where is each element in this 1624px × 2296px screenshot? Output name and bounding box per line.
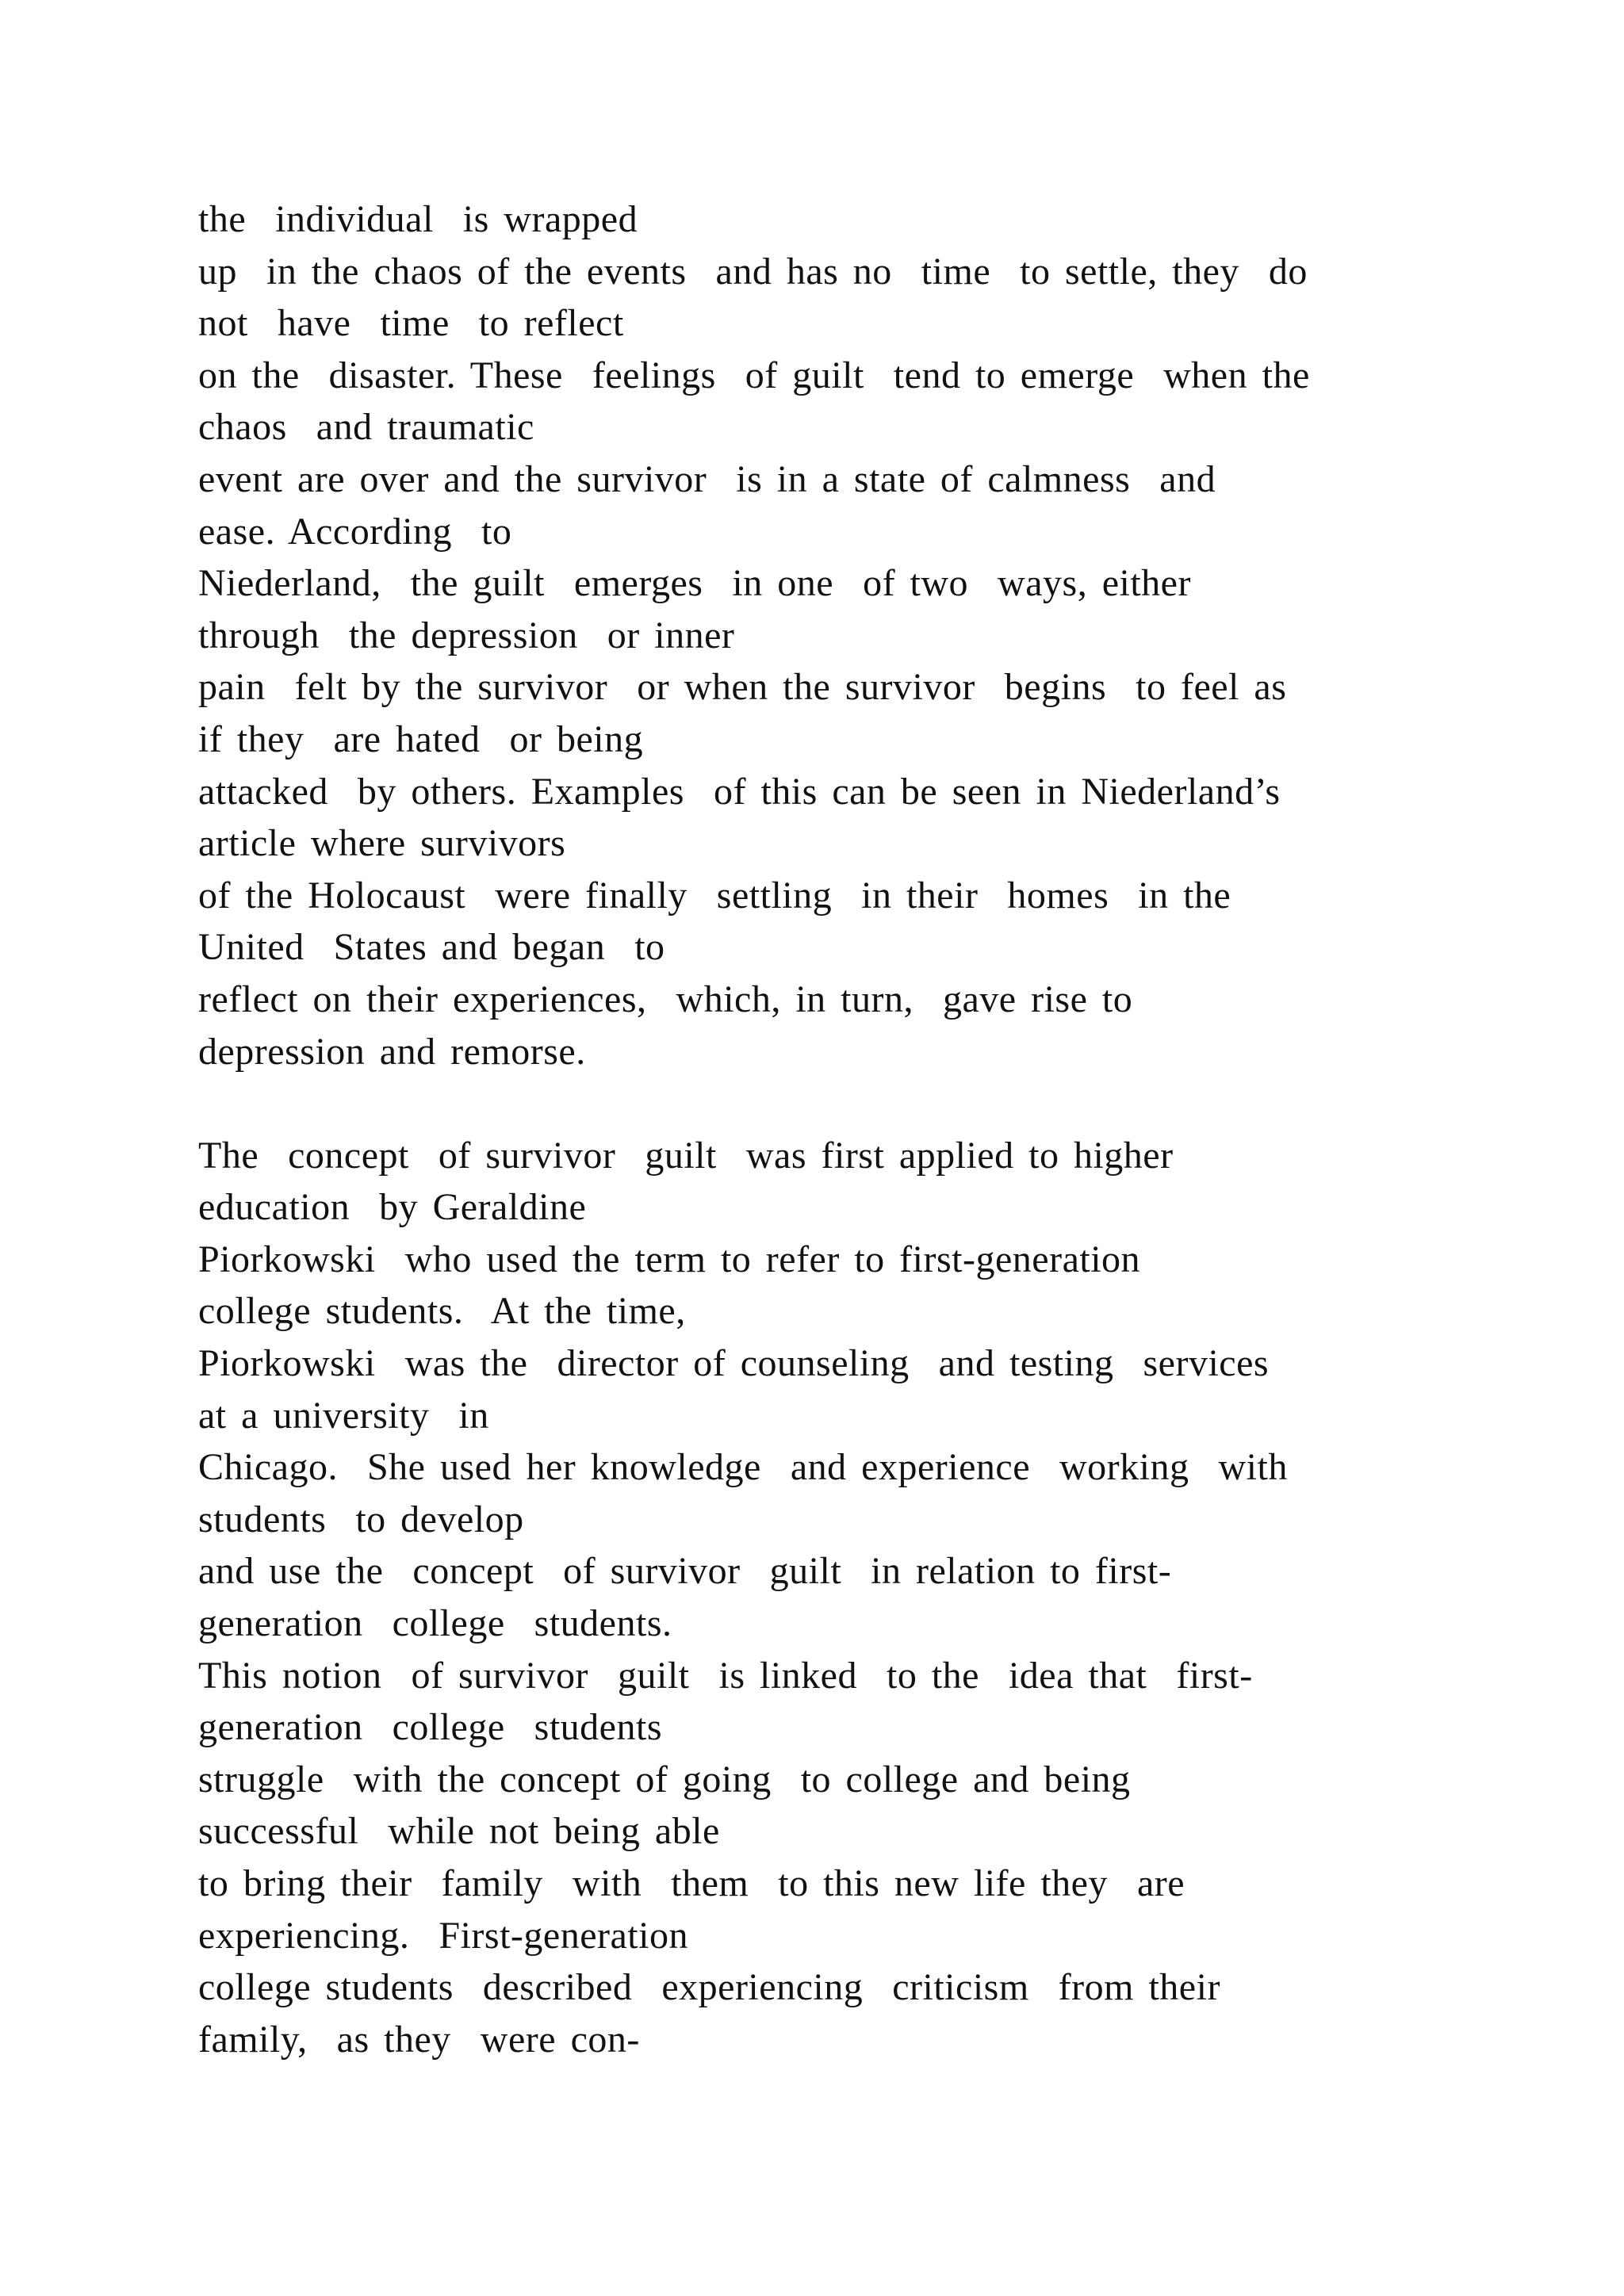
text-line: successful while not being able <box>198 1810 720 1853</box>
text-line: and use the concept of survivor guilt in relation to first- <box>198 1550 1172 1593</box>
text-line: event are over and the survivor is in a state of calmness and <box>198 457 1216 500</box>
text-line: struggle with the concept of going to college and being <box>198 1758 1131 1800</box>
text-line: family, as they were con- <box>198 2018 640 2061</box>
text-line: reflect on their experiences, which, in turn, gave rise to <box>198 978 1133 1020</box>
text-line: college students described experiencing criticism from their <box>198 1966 1220 2009</box>
text-line: This notion of survivor guilt is linked to the idea that first- <box>198 1654 1253 1697</box>
text-line: the individual is wrapped <box>198 198 638 240</box>
text-line: Piorkowski who used the term to refer to first-generation <box>198 1238 1141 1280</box>
text-line: ease. According to <box>198 510 512 553</box>
text-line: to bring their family with them to this new life they are <box>198 1862 1185 1904</box>
text-line: article where survivors <box>198 822 566 865</box>
text-line: United States and began to <box>198 926 665 969</box>
text-line: Niederland, the guilt emerges in one of two ways, either <box>198 562 1191 605</box>
text-line: not have time to reflect <box>198 302 624 345</box>
text-line: if they are hated or being <box>198 718 644 760</box>
text-line: on the disaster. These feelings of guilt tend to emerge when the <box>198 354 1310 396</box>
text-line: experiencing. First-generation <box>198 1914 688 1957</box>
text-line: attacked by others. Examples of this can be seen in Niederland’s <box>198 770 1281 813</box>
paragraph-break <box>198 1077 1546 1130</box>
text-line: chaos and traumatic <box>198 406 534 449</box>
text-line: education by Geraldine <box>198 1186 587 1229</box>
text-line: through the depression or inner <box>198 614 735 656</box>
document-body-text <box>198 193 1546 2065</box>
text-line: at a university in <box>198 1394 489 1437</box>
text-line: The concept of survivor guilt was first applied to higher <box>198 1134 1174 1177</box>
text-line: generation college students. <box>198 1602 672 1645</box>
text-line: college students. At the time, <box>198 1290 686 1333</box>
text-line: up in the chaos of the events and has no time to settle, they do <box>198 250 1308 293</box>
text-line: of the Holocaust were finally settling in their homes in the <box>198 874 1231 916</box>
text-line: pain felt by the survivor or when the survivor begins to feel as <box>198 666 1287 709</box>
text-line: depression and remorse. <box>198 1030 586 1073</box>
text-line: generation college students <box>198 1706 662 1749</box>
text-line: students to develop <box>198 1498 524 1540</box>
text-line: Piorkowski was the director of counseling and testing services <box>198 1342 1270 1385</box>
text-line: Chicago. She used her knowledge and experience working with <box>198 1446 1288 1489</box>
